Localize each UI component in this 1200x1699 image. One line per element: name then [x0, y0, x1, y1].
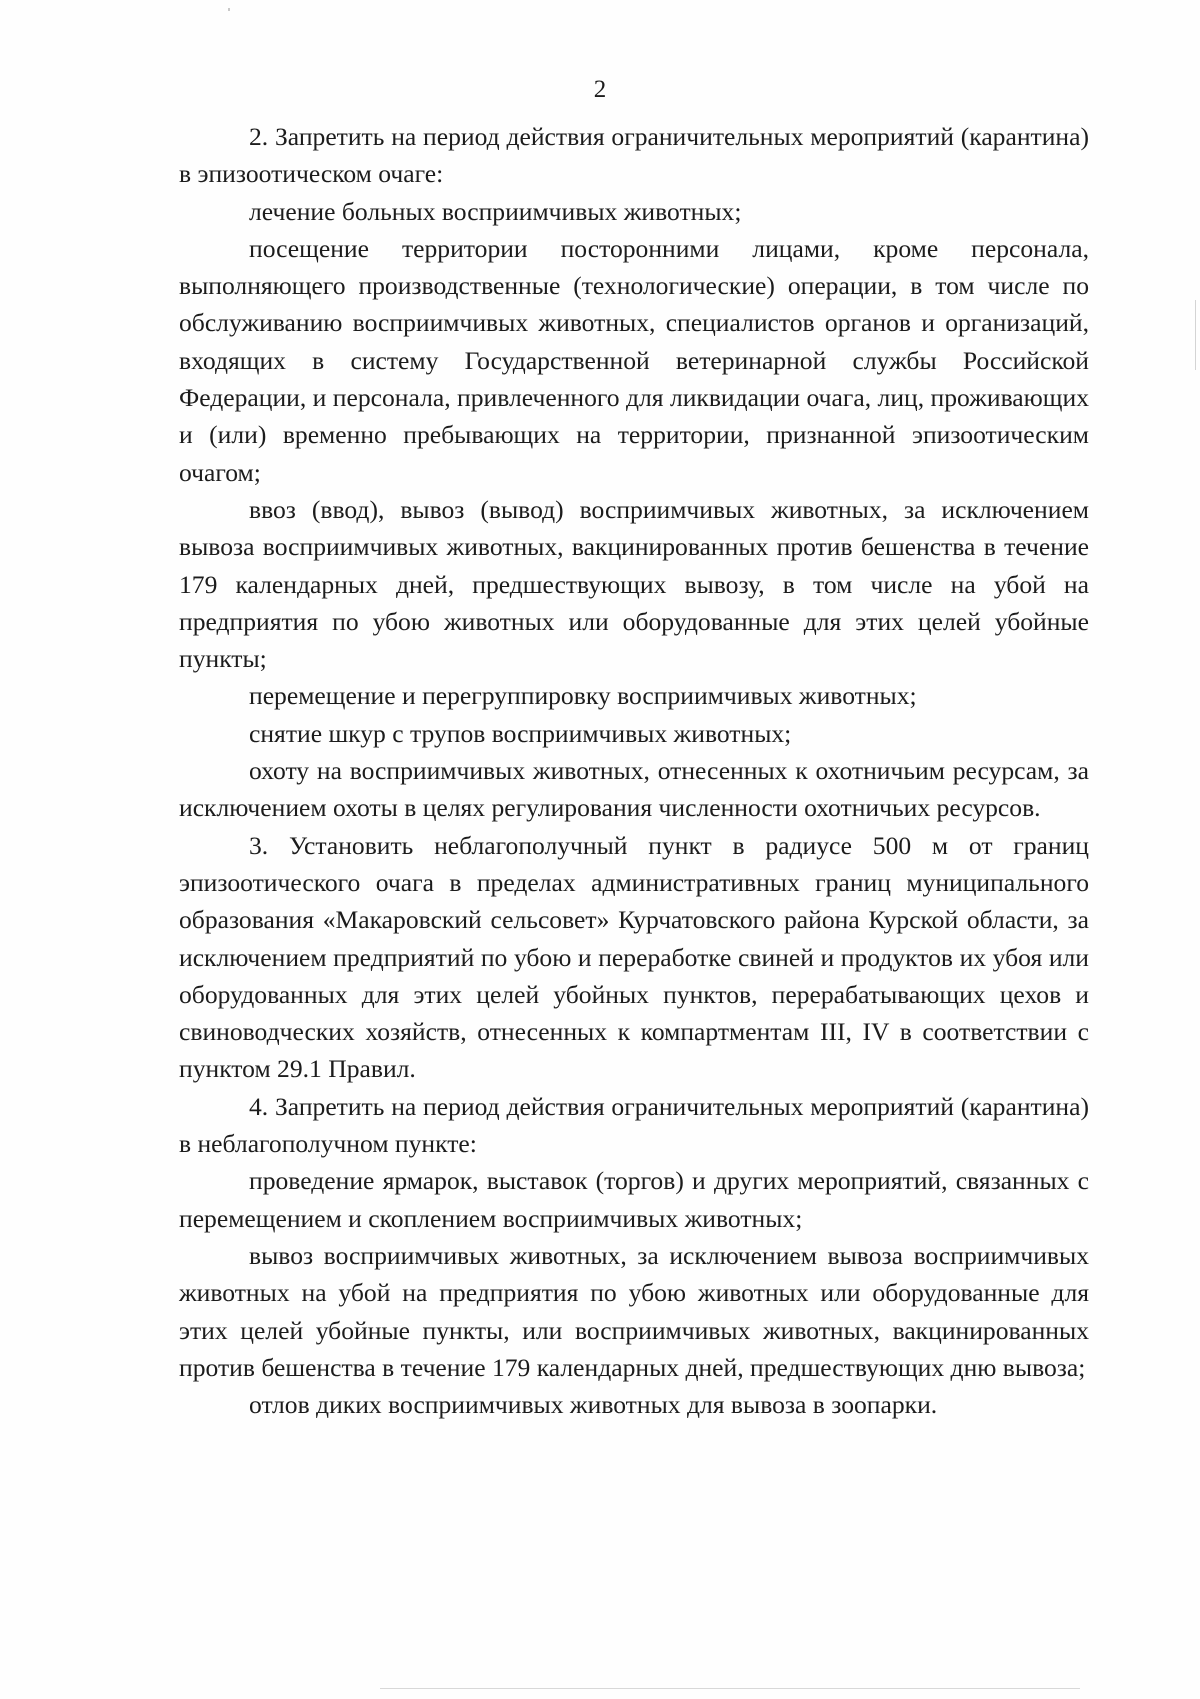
paragraph-removal: вывоз восприимчивых животных, за исключением вывоза восприимчивых животных на убой на предприятия по убою животных или оборудованные для этих целей убойные пункты, или восприимчивых животных, вакцинированных против бешенства в течение 179 календарных дней, предшествующих дню вывоза;	[179, 1240, 1089, 1382]
paragraph-regrouping: перемещение и перегруппировку восприимчивых животных;	[249, 681, 917, 711]
paragraph-skinning: снятие шкур с трупов восприимчивых животных;	[249, 718, 792, 748]
document-body	[179, 118, 1089, 1423]
paragraph-import-export: ввоз (ввод), вывоз (вывод) восприимчивых животных, за исключением вывоза восприимчивых животных, вакцинированных против бешенства в течение 179 календарных дней, предшествующих вывозу, в том числе на убой на предприятия по убою животных или оборудованные для этих целей убойные пункты;	[179, 494, 1089, 674]
paragraph-item-2: 2. Запретить на период действия ограничительных мероприятий (карантина) в эпизоотическом очаге:	[179, 122, 1089, 189]
paragraph-treatment: лечение больных восприимчивых животных;	[249, 196, 742, 226]
scan-artifact	[228, 8, 230, 11]
paragraph-visits: посещение территории посторонними лицами, кроме персонала, выполняющего производственные (технологические) операции, в том числе по обслуживанию восприимчивых животных, специалистов органов и организаций, входящих в систему Государственной ветеринарной службы Российской Федерации, и персонала, привлеченного для ликвидации очага, лиц, проживающих и (или) временно пребывающих на территории, признанной эпизоотическим очагом;	[179, 233, 1089, 487]
scan-artifact	[380, 1688, 1080, 1689]
paragraph-item-4: 4. Запретить на период действия ограничительных мероприятий (карантина) в неблагополучном пункте:	[179, 1091, 1089, 1159]
page-number: 2	[593, 76, 607, 103]
paragraph-hunting: охоту на восприимчивых животных, отнесенных к охотничьим ресурсам, за исключением охоты в целях регулирования численности охотничьих ресурсов.	[179, 756, 1089, 823]
paragraph-fairs: проведение ярмарок, выставок (торгов) и других мероприятий, связанных с перемещением и скоплением восприимчивых животных;	[179, 1166, 1089, 1233]
scan-artifact	[1195, 300, 1196, 370]
paragraph-capture: отлов диких восприимчивых животных для вывоза в зоопарки.	[249, 1390, 938, 1420]
paragraph-item-3: 3. Установить неблагополучный пункт в радиусе 500 м от границ эпизоотического очага в пределах административных границ муниципального образования «Макаровский сельсовет» Курчатовского района Курской области, за исключением предприятий по убою и переработке свиней и продуктов их убоя или оборудованных для этих целей убойных пунктов, перерабатывающих цехов и свиноводческих хозяйств, отнесенных к компартментам III, IV в соответствии с пунктом 29.1 Правил.	[179, 830, 1089, 1084]
